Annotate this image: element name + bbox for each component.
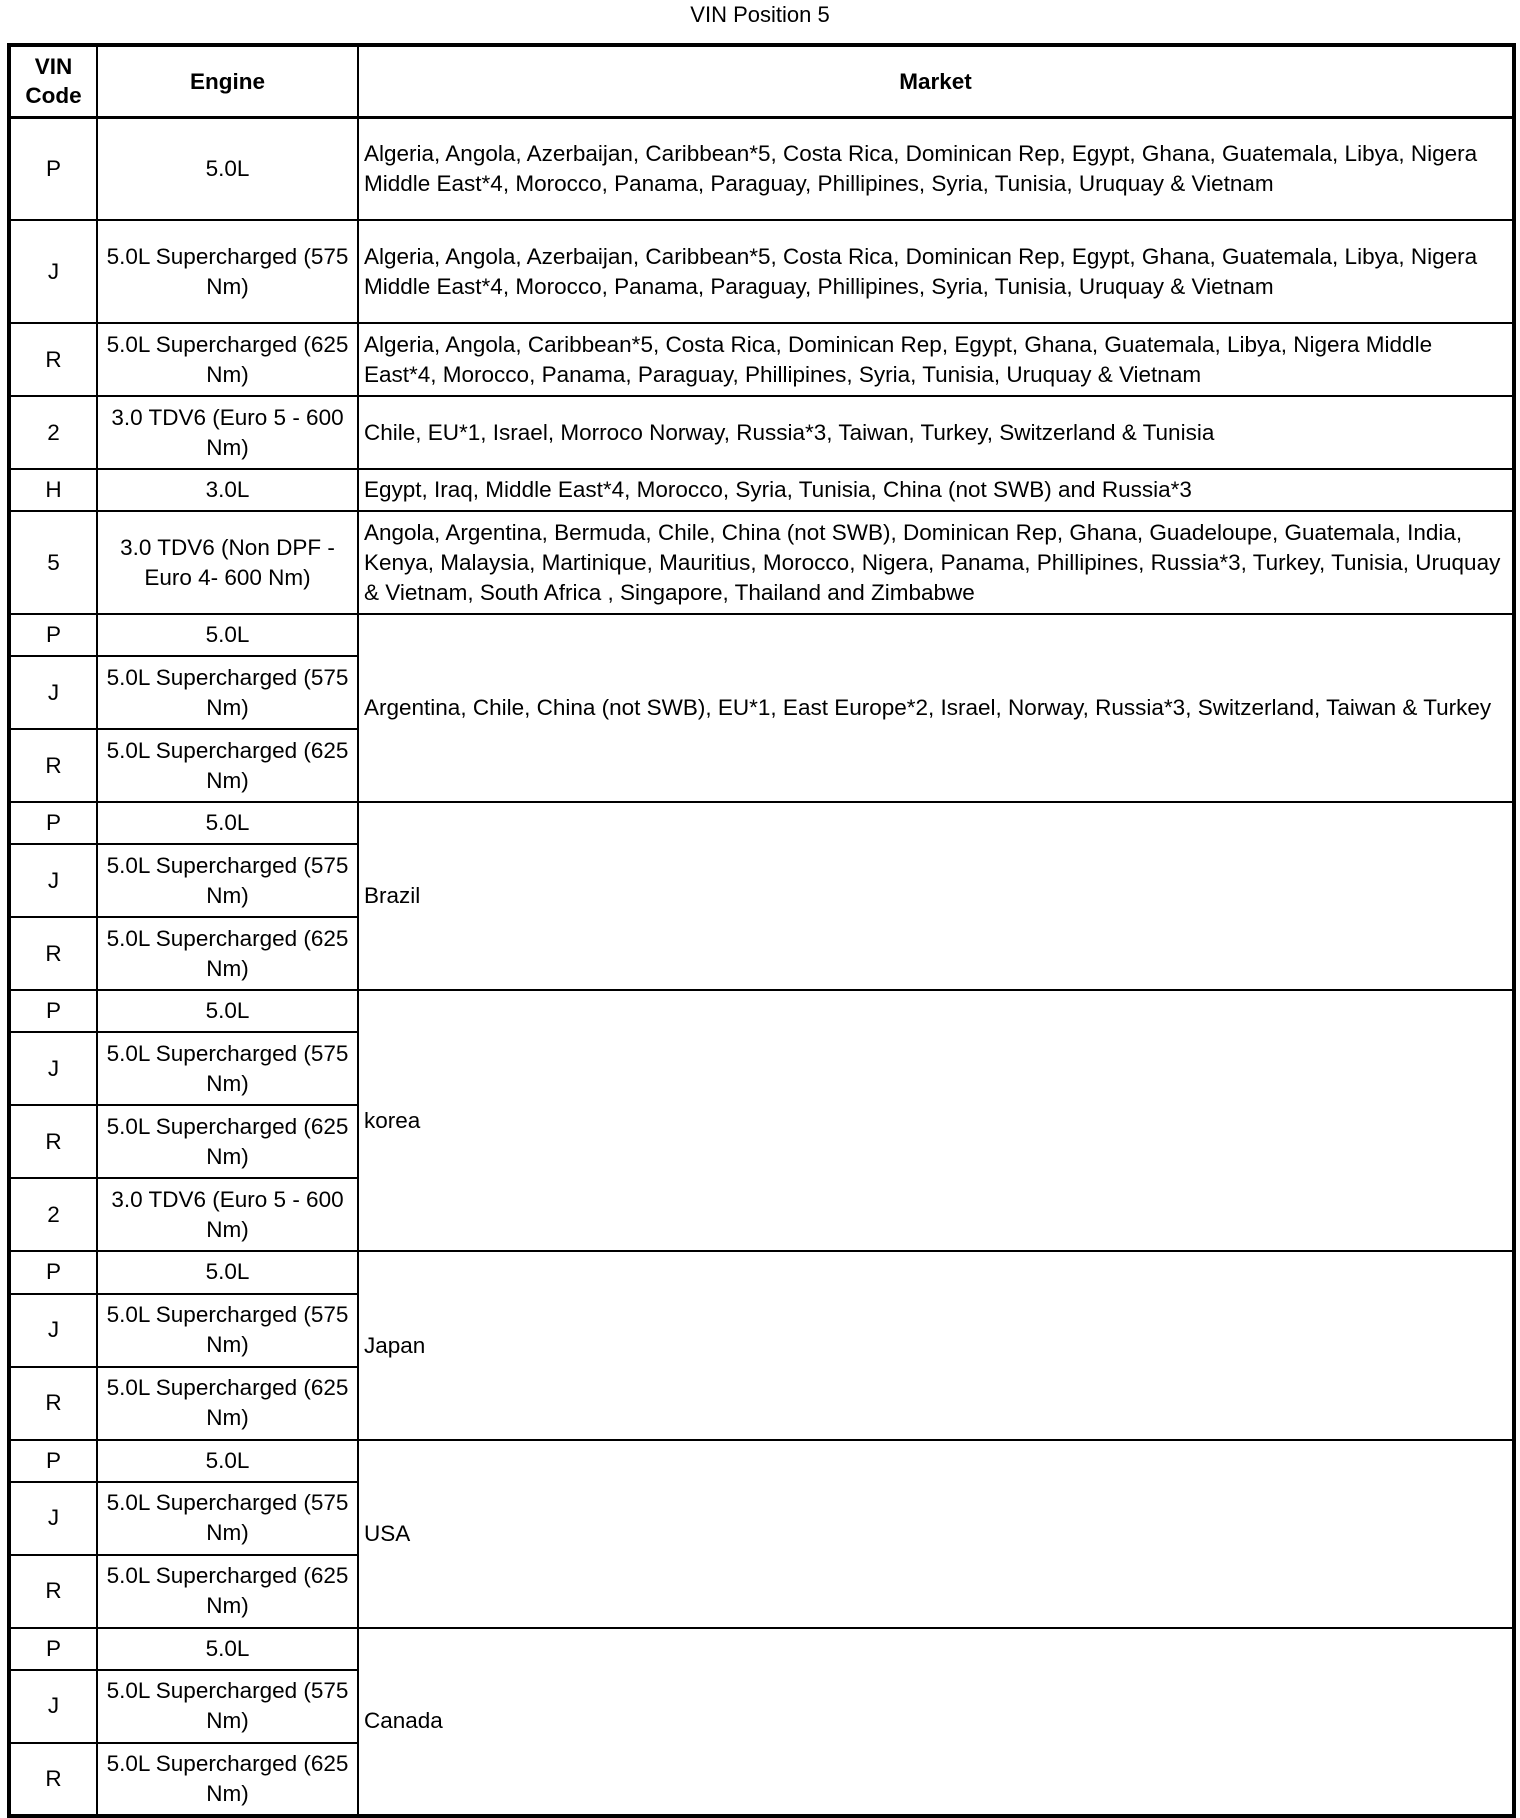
vin-code-cell: R [9,917,97,990]
table-row [9,396,1514,469]
table-row [9,469,1514,511]
table-row [9,1251,1514,1293]
table-row [9,802,1514,844]
vin-code-cell: P [9,1440,97,1482]
vin-code-cell: P [9,1251,97,1293]
engine-cell: 5.0L Supercharged (575 Nm) [97,1294,358,1367]
market-group-cell: USA [358,1440,1514,1628]
engine-cell: 5.0L Supercharged (575 Nm) [97,656,358,729]
engine-cell: 5.0L [97,117,358,220]
vin-code-cell: J [9,220,97,323]
engine-cell: 5.0L [97,1628,358,1670]
market-cell: Angola, Argentina, Bermuda, Chile, China (not SWB), Dominican Rep, Ghana, Guadeloupe, Guatemala, India, Kenya, Malaysia, Martinique, Mauritius, Morocco, Nigera, Panama, Phillipines, Russia*3, Turkey, Tunisia, Uruquay & Vietnam, South Africa , Singapore, Thailand and Zimbabwe [358,511,1514,614]
engine-cell: 5.0L Supercharged (575 Nm) [97,220,358,323]
engine-cell: 5.0L Supercharged (625 Nm) [97,1105,358,1178]
engine-cell: 5.0L [97,1440,358,1482]
table-row [9,614,1514,656]
engine-cell: 5.0L [97,802,358,844]
market-cell: Chile, EU*1, Israel, Morroco Norway, Russia*3, Taiwan, Turkey, Switzerland & Tunisia [358,396,1514,469]
vin-code-cell: 2 [9,396,97,469]
vin-code-cell: P [9,614,97,656]
vin-code-cell: J [9,1294,97,1367]
market-group-cell: Japan [358,1251,1514,1439]
header-vin-code: VIN Code [9,45,97,117]
market-group-cell: Argentina, Chile, China (not SWB), EU*1, East Europe*2, Israel, Norway, Russia*3, Switzerland, Taiwan & Turkey [358,614,1514,802]
vin-code-cell: H [9,469,97,511]
vin-code-cell: J [9,844,97,917]
vin-code-cell: J [9,1032,97,1105]
market-group-cell: korea [358,990,1514,1251]
vin-code-cell: P [9,117,97,220]
table-row [9,117,1514,220]
market-group-cell: Brazil [358,802,1514,990]
vin-code-cell: J [9,1670,97,1743]
market-group-cell: Canada [358,1628,1514,1816]
market-cell: Algeria, Angola, Azerbaijan, Caribbean*5, Costa Rica, Dominican Rep, Egypt, Ghana, Guatemala, Libya, Nigera Middle East*4, Morocco, Panama, Paraguay, Phillipines, Syria, Tunisia, Uruquay & Vietnam [358,117,1514,220]
engine-cell: 3.0 TDV6 (Non DPF - Euro 4- 600 Nm) [97,511,358,614]
market-cell: Egypt, Iraq, Middle East*4, Morocco, Syria, Tunisia, China (not SWB) and Russia*3 [358,469,1514,511]
engine-cell: 5.0L Supercharged (575 Nm) [97,1670,358,1743]
market-cell: Algeria, Angola, Azerbaijan, Caribbean*5, Costa Rica, Dominican Rep, Egypt, Ghana, Guatemala, Libya, Nigera Middle East*4, Morocco, Panama, Paraguay, Phillipines, Syria, Tunisia, Uruquay & Vietnam [358,220,1514,323]
market-cell: Algeria, Angola, Caribbean*5, Costa Rica, Dominican Rep, Egypt, Ghana, Guatemala, Libya, Nigera Middle East*4, Morocco, Panama, Paraguay, Phillipines, Syria, Tunisia, Uruquay & Vietnam [358,323,1514,396]
vin-code-cell: R [9,729,97,802]
vin-code-cell: 2 [9,1178,97,1251]
engine-cell: 5.0L Supercharged (625 Nm) [97,917,358,990]
vin-code-cell: P [9,802,97,844]
vin-code-cell: R [9,323,97,396]
engine-cell: 5.0L [97,1251,358,1293]
vin-code-cell: P [9,990,97,1032]
table-row [9,511,1514,614]
engine-cell: 5.0L Supercharged (575 Nm) [97,1482,358,1555]
engine-cell: 5.0L [97,614,358,656]
page-title: VIN Position 5 [690,2,830,27]
vin-code-cell: R [9,1555,97,1628]
table-row [9,220,1514,323]
vin-code-cell: R [9,1743,97,1816]
engine-cell: 5.0L Supercharged (625 Nm) [97,1555,358,1628]
engine-cell: 5.0L Supercharged (625 Nm) [97,1743,358,1816]
engine-cell: 5.0L Supercharged (625 Nm) [97,323,358,396]
engine-cell: 5.0L Supercharged (625 Nm) [97,729,358,802]
table-row [9,1440,1514,1482]
header-row [9,45,1514,117]
table-row [9,1628,1514,1670]
engine-cell: 3.0 TDV6 (Euro 5 - 600 Nm) [97,396,358,469]
engine-cell: 5.0L Supercharged (625 Nm) [97,1367,358,1440]
engine-cell: 5.0L Supercharged (575 Nm) [97,1032,358,1105]
engine-cell: 5.0L [97,990,358,1032]
vin-code-cell: 5 [9,511,97,614]
vin-code-cell: J [9,656,97,729]
vin-code-cell: J [9,1482,97,1555]
header-market: Market [358,45,1514,117]
vin-code-cell: R [9,1105,97,1178]
engine-cell: 3.0L [97,469,358,511]
engine-cell: 3.0 TDV6 (Euro 5 - 600 Nm) [97,1178,358,1251]
vin-code-cell: P [9,1628,97,1670]
engine-cell: 5.0L Supercharged (575 Nm) [97,844,358,917]
header-engine: Engine [97,45,358,117]
vin-code-cell: R [9,1367,97,1440]
table-row [9,323,1514,396]
table-row [9,990,1514,1032]
vin-position-table [7,43,1516,1818]
